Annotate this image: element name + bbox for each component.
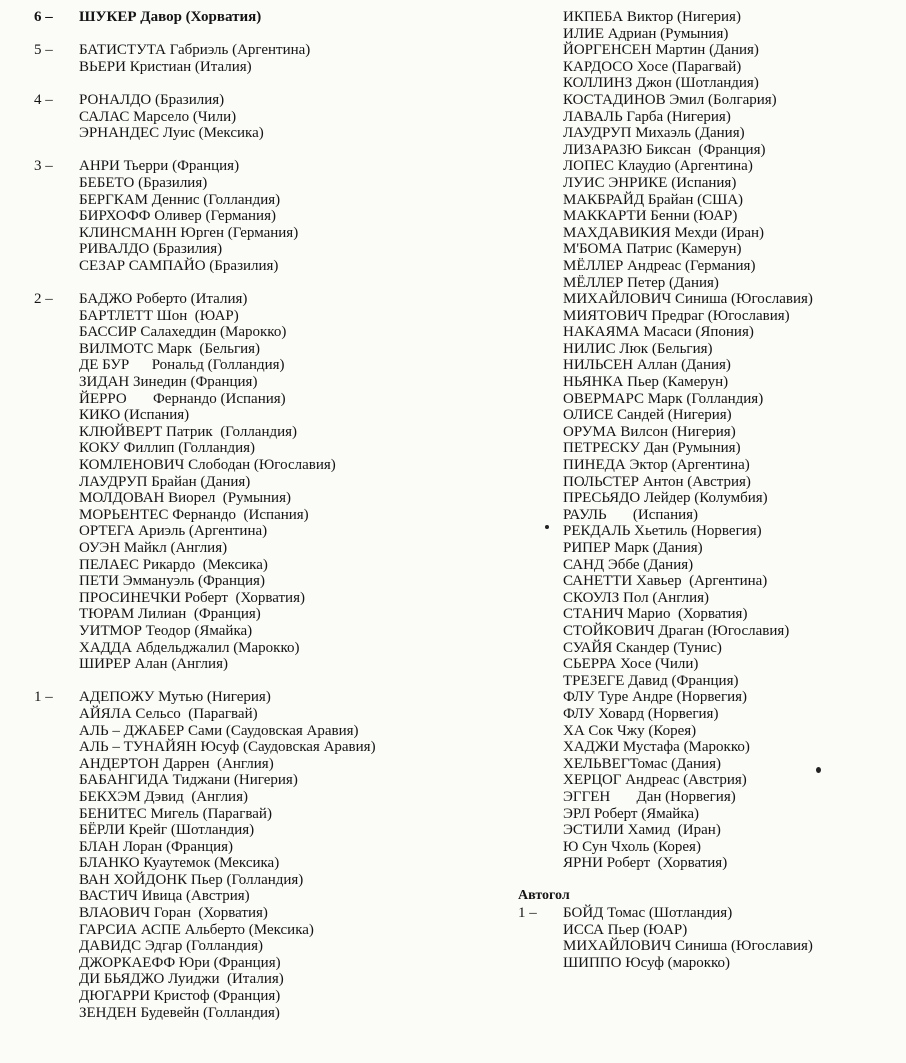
- scorer-list: [79, 291, 494, 673]
- scorer-name: ХАДДА Абдельджалил (Марокко): [79, 639, 300, 656]
- goal-count-label: 1 –: [34, 689, 53, 706]
- own-goal-scorer-name: БОЙД Томас (Шотландия): [563, 905, 733, 922]
- scorer-name: АНРИ Тьерри (Франция): [79, 158, 240, 175]
- scorer-name: БИРХОФФ Оливер (Германия): [79, 208, 276, 225]
- scorer-name: ОРУМА Вилсон (Нигерия): [563, 423, 736, 440]
- scan-speck: [545, 525, 549, 529]
- scorer-name: АНДЕРТОН Даррен (Англия): [79, 755, 274, 772]
- own-goals-title: Автогол: [518, 888, 570, 904]
- scorer-name: ТРЕЗЕГЕ Давид (Франция): [563, 672, 739, 689]
- scorer-name: РИВАЛДО (Бразилия): [79, 241, 223, 258]
- scorer-name: Ю Сун Чхоль (Корея): [563, 838, 701, 855]
- goal-count-label: 3 –: [34, 158, 53, 175]
- scorer-name: ЛАВАЛЬ Гарба (Нигерия): [563, 108, 731, 125]
- scorer-name: ВИЛМОТС Марк (Бельгия): [79, 340, 261, 357]
- scorer-list: [79, 92, 494, 142]
- scorer-name: ЙОРГЕНСЕН Мартин (Дания): [563, 42, 759, 59]
- scorer-name: ПЕТРЕСКУ Дан (Румыния): [563, 440, 741, 457]
- scorer-name: ЛАУДРУП Михаэль (Дания): [563, 125, 745, 142]
- scorer-name: ЭСТИЛИ Хамид (Иран): [563, 822, 721, 839]
- scorer-name: М'БОМА Патрис (Камерун): [563, 241, 742, 258]
- scorer-name: ЭРЛ Роберт (Ямайка): [563, 805, 699, 822]
- scorer-name: ВЛАОВИЧ Горан (Хорватия): [79, 905, 268, 922]
- goal-group: [34, 9, 494, 26]
- scorer-name: ШИРЕР Алан (Англия): [79, 656, 228, 673]
- scorer-name: МОРЬЕНТЕС Фернандо (Испания): [79, 506, 309, 523]
- scorer-name: ЯРНИ Роберт (Хорватия): [563, 855, 728, 872]
- scorer-name: КИКО (Испания): [79, 407, 190, 424]
- scorer-name: БЛАН Лоран (Франция): [79, 838, 234, 855]
- scorer-name: НЬЯНКА Пьер (Камерун): [563, 374, 729, 391]
- scorer-name: МАККАРТИ Бенни (ЮАР): [563, 208, 738, 225]
- scorer-name: СТОЙКОВИЧ Драган (Югославия): [563, 622, 790, 639]
- scorer-name: ЛАУДРУП Брайан (Дания): [79, 473, 251, 490]
- scorer-list: [79, 9, 494, 26]
- own-goal-scorer-name: ШИППО Юсуф (марокко): [563, 954, 731, 971]
- scorer-name: РЕКДАЛЬ Хьетиль (Норвегия): [563, 523, 762, 540]
- scorer-name: БАТИСТУТА Габриэль (Аргентина): [79, 42, 311, 59]
- scorer-name: ИЛИЕ Адриан (Румыния): [563, 25, 729, 42]
- scorer-name: ВАН ХОЙДОНК Пьер (Голландия): [79, 871, 304, 888]
- scorer-name: ХЕЛЬВЕГТомас (Дания): [563, 755, 721, 772]
- goal-group: [34, 291, 494, 673]
- scorer-name: КЛЮЙВЕРТ Патрик (Голландия): [79, 423, 298, 440]
- scorer-name: БЕНИТЕС Мигель (Парагвай): [79, 805, 272, 822]
- own-goal-scorer-name: МИХАЙЛОВИЧ Синиша (Югославия): [563, 938, 813, 955]
- scorer-name: БАБАНГИДА Тиджани (Нигерия): [79, 772, 298, 789]
- spacer: [34, 142, 494, 159]
- scorer-name: ДЖОРКАЕФФ Юри (Франция): [79, 954, 281, 971]
- goal-group: [34, 92, 494, 142]
- own-goal-scorer-name: ИССА Пьер (ЮАР): [563, 921, 688, 938]
- scorer-name: КОМЛЕНОВИЧ Слободан (Югославия): [79, 457, 336, 474]
- scorer-list: [79, 689, 494, 1021]
- spacer: [34, 75, 494, 92]
- scorer-name: УИТМОР Теодор (Ямайка): [79, 622, 253, 639]
- scorer-name: ИКПЕБА Виктор (Нигерия): [563, 9, 741, 25]
- own-goals-label: 1 –: [518, 905, 537, 922]
- scorer-name: КОСТАДИНОВ Эмил (Болгария): [563, 91, 777, 108]
- scorer-name: САНД Эббе (Дания): [563, 556, 694, 573]
- scorer-name: ДИ БЬЯДЖО Луиджи (Италия): [79, 971, 284, 988]
- scorer-name: БЕБЕТО (Бразилия): [79, 174, 208, 191]
- scorer-name: ОУЭН Майкл (Англия): [79, 540, 228, 556]
- scorer-name: ХЕРЦОГ Андреас (Австрия): [563, 772, 747, 789]
- scorer-name: КЛИНСМАНН Юрген (Германия): [79, 224, 299, 241]
- scorer-name: ФЛУ Ховард (Норвегия): [563, 705, 719, 722]
- scorer-name: БЕКХЭМ Дэвид (Англия): [79, 788, 248, 805]
- scorer-name: РАУЛЬ (Испания): [563, 506, 699, 523]
- right-column: [518, 9, 898, 971]
- scorer-name: ОВЕРМАРС Марк (Голландия): [563, 390, 764, 407]
- scorer-name: МИЯТОВИЧ Предраг (Югославия): [563, 307, 790, 324]
- goal-group: [34, 158, 494, 274]
- scorer-name: АЙЯЛА Сельсо (Парагвай): [79, 705, 258, 722]
- own-goals-group: [518, 905, 898, 971]
- goal-count-label: 2 –: [34, 291, 53, 308]
- spacer: [34, 275, 494, 292]
- scorer-name: НИЛЬСЕН Аллан (Дания): [563, 357, 731, 374]
- goal-group: [34, 689, 494, 1021]
- scorer-name: МЁЛЛЕР Петер (Дания): [563, 274, 719, 291]
- scorer-name: БЛАНКО Куаутемок (Мексика): [79, 855, 280, 872]
- scorer-name: БЕРГКАМ Деннис (Голландия): [79, 191, 281, 208]
- scorer-name: МЁЛЛЕР Андреас (Германия): [563, 257, 756, 274]
- left-column: [34, 9, 494, 1021]
- scorer-name: ПЕЛАЕС Рикардо (Мексика): [79, 556, 268, 573]
- scorer-name: БАССИР Салахеддин (Марокко): [79, 324, 287, 341]
- scorer-name: КОЛЛИНЗ Джон (Шотландия): [563, 75, 759, 92]
- scorer-name: САЛАС Марсело (Чили): [79, 108, 237, 125]
- scorer-name: ХА Сок Чжу (Корея): [563, 722, 697, 739]
- goal-group: [34, 42, 494, 75]
- scorer-name: АДЕПОЖУ Мутью (Нигерия): [79, 689, 271, 706]
- scorer-name: ЙЕРРО Фернандо (Испания): [79, 390, 286, 407]
- right-continued-list: [563, 9, 898, 872]
- scorer-name: ПЕТИ Эммануэль (Франция): [79, 573, 265, 590]
- scorer-name: МАХДАВИКИЯ Мехди (Иран): [563, 224, 765, 241]
- scorer-name: ЭРНАНДЕС Луис (Мексика): [79, 125, 264, 142]
- scorer-name: ОРТЕГА Ариэль (Аргентина): [79, 523, 268, 540]
- spacer: [518, 872, 898, 889]
- scorer-name: СКОУЛЗ Пол (Англия): [563, 589, 710, 606]
- scorer-name: ДЮГАРРИ Кристоф (Франция): [79, 988, 281, 1005]
- own-goals-names: [563, 905, 898, 971]
- scorer-name: АЛЬ – ТУНАЙЯН Юсуф (Саудовская Аравия): [79, 739, 376, 756]
- scorer-name: МАКБРАЙД Брайан (США): [563, 191, 744, 208]
- scorer-name: БАРТЛЕТТ Шон (ЮАР): [79, 307, 239, 324]
- scorer-name: НИЛИС Люк (Бельгия): [563, 340, 713, 357]
- scorer-name: АЛЬ – ДЖАБЕР Сами (Саудовская Аравия): [79, 722, 359, 739]
- scorer-name: СУАЙЯ Скандер (Тунис): [563, 639, 722, 656]
- scorer-name: СЬЕРРА Хосе (Чили): [563, 656, 699, 673]
- scorer-name: ОЛИСЕ Сандей (Нигерия): [563, 407, 732, 424]
- spacer: [34, 26, 494, 43]
- scorer-name: РОНАЛДО (Бразилия): [79, 91, 225, 108]
- scorer-name: ЗЕНДЕН Будевейн (Голландия): [79, 1004, 280, 1021]
- scorer-name: МОЛДОВАН Виорел (Румыния): [79, 490, 291, 507]
- goal-count-label: 4 –: [34, 91, 53, 108]
- scorer-name: САНЕТТИ Хавьер (Аргентина): [563, 573, 768, 590]
- scorer-name: ПИНЕДА Эктор (Аргентина): [563, 457, 750, 474]
- scorer-name: НАКАЯМА Масаси (Япония): [563, 324, 754, 341]
- scorer-name: ДЕ БУР Рональд (Голландия): [79, 357, 285, 374]
- scorer-name: БЁРЛИ Крейг (Шотландия): [79, 822, 255, 839]
- scorer-name: ГАРСИА АСПЕ Альберто (Мексика): [79, 921, 314, 938]
- scorer-list: [79, 42, 494, 75]
- scorer-name: ДАВИДС Эдгар (Голландия): [79, 938, 263, 955]
- scorer-name: ТЮРАМ Лилиан (Франция): [79, 606, 261, 623]
- scan-speck: [816, 767, 821, 773]
- scorer-name: ШУКЕР Давор (Хорватия): [79, 9, 262, 25]
- scorer-name: КАРДОСО Хосе (Парагвай): [563, 58, 742, 75]
- scorer-name: КОКУ Филлип (Голландия): [79, 440, 256, 457]
- scorer-name: ЭГГЕН Дан (Норвегия): [563, 788, 736, 805]
- own-goals-section: [518, 888, 898, 971]
- scorer-name: ЛОПЕС Клаудио (Аргентина): [563, 158, 753, 175]
- scorer-name: ЛУИС ЭНРИКЕ (Испания): [563, 174, 737, 191]
- scorer-name: МИХАЙЛОВИЧ Синиша (Югославия): [563, 291, 813, 308]
- scorer-name: СЕЗАР САМПАЙО (Бразилия): [79, 257, 279, 274]
- scorer-name: ФЛУ Туре Андре (Норвегия): [563, 689, 748, 706]
- goal-count-label: 5 –: [34, 42, 53, 59]
- scorer-name: ПРЕСЬЯДО Лейдер (Колумбия): [563, 490, 768, 507]
- scorer-name: РИПЕР Марк (Дания): [563, 540, 703, 556]
- scorer-name: ЛИЗАРАЗЮ Биксан (Франция): [563, 141, 766, 158]
- goal-count-label: 6 –: [34, 9, 53, 25]
- scorer-name: БАДЖО Роберто (Италия): [79, 291, 248, 308]
- scorer-name: ЗИДАН Зинедин (Франция): [79, 374, 258, 391]
- scorer-list: [79, 158, 494, 274]
- scorer-name: ХАДЖИ Мустафа (Марокко): [563, 739, 750, 756]
- scorer-name: ПОЛЬСТЕР Антон (Австрия): [563, 473, 751, 490]
- scorer-name: СТАНИЧ Марио (Хорватия): [563, 606, 748, 623]
- scorer-name: ВАСТИЧ Ивица (Австрия): [79, 888, 250, 905]
- scorer-name: ПРОСИНЕЧКИ Роберт (Хорватия): [79, 589, 305, 606]
- scorer-name: ВЬЕРИ Кристиан (Италия): [79, 58, 252, 75]
- spacer: [34, 673, 494, 690]
